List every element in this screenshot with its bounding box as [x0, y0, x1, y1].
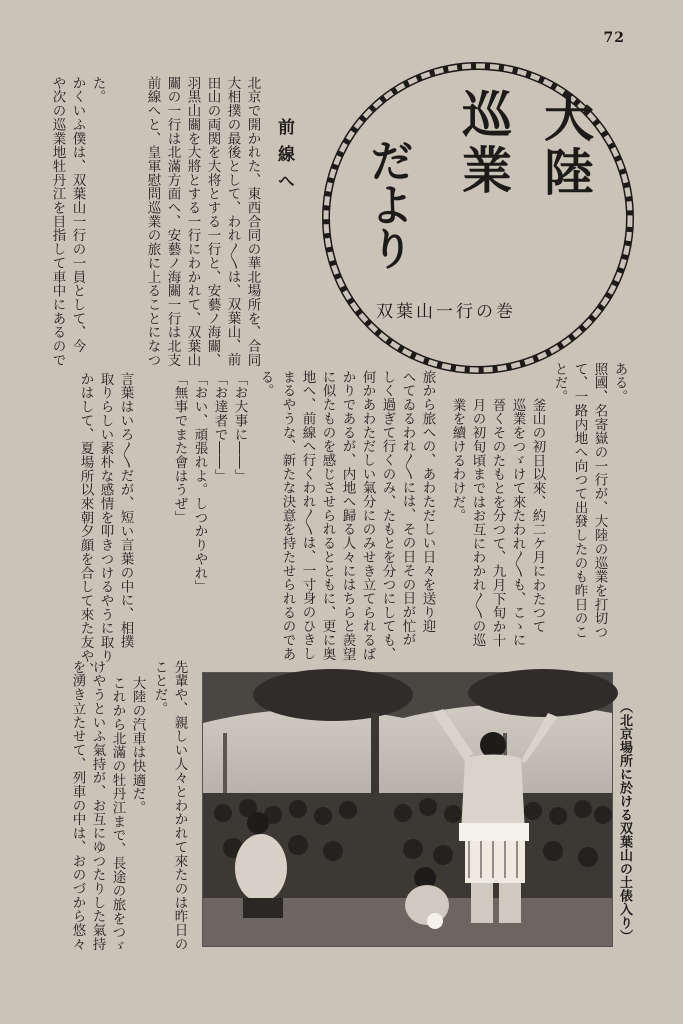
text-column: 羽黒山關を大將とする一行にわかれて、双葉山 [184, 76, 201, 367]
text-column: 言葉はいろ〳〵だが、短い言葉の中に、相撲 [117, 372, 134, 649]
text-column: や次の巡業地牡丹江を目指して車中にあるので [49, 76, 66, 367]
text-column: これから北滿の牡丹江まで、長途の旅をつゞ [109, 676, 126, 953]
text-column: まるやうな、新たな決意を持たせられるのであ [279, 370, 296, 661]
text-column: 北京で開かれた、東西合同の華北場所を、合同 [244, 76, 261, 367]
text-column: 業を續けるわけだ。 [449, 398, 466, 523]
photo-dohyo-iri [202, 672, 613, 947]
text-column: ことだ。 [151, 660, 168, 716]
text-column: 照國、名寄嶽の一行が、大陸の巡業を打切つ [591, 362, 608, 639]
text-column: 關の一行は北滿方面へ、安藝ノ海關一行は北支 [164, 76, 181, 367]
text-column: 旅から旅への、あわただしい日々を送り迎 [419, 370, 436, 634]
text-column: 巡業をつゞけて來たわれ〳〵も、こゝに [509, 398, 526, 647]
text-column: へてゐるわれ〳〵には、その日その日が忙が [399, 370, 416, 647]
text-column: る。 [257, 370, 274, 398]
text-column: とだ。 [551, 362, 568, 404]
text-column: 「お達者で――」 [211, 372, 228, 483]
photo-caption: （北京場所に於ける双葉山の土俵入り） [617, 700, 632, 943]
text-column: しく過ぎて行くのみ、たもとを分つにしても、 [379, 370, 396, 661]
text-column: けやうといふ氣持が、お互にゆつたりした氣持 [89, 660, 106, 951]
title-col-1: 大陸 [536, 92, 594, 200]
section-heading: 前線へ [274, 118, 294, 199]
text-column: かはして、夏場所以來朝夕顔を合して來た友や、 [77, 372, 94, 677]
text-column: 「おい、頑張れよ。しつかりやれ」 [191, 372, 208, 594]
text-column: に似たものを感じさせられるとともに、更に奥 [319, 370, 336, 661]
title-col-3: だより [362, 138, 413, 270]
text-column: 大陸の汽車は快適だ。 [129, 676, 146, 815]
text-column: 「無事でまた會はうぜ」 [171, 372, 188, 525]
text-column: 何かあわただしい氣分にのみせき立てられるば [359, 370, 376, 661]
subtitle: 双葉山一行の巻 [376, 302, 516, 322]
text-column: 田山の両関を大将とする一行と、安藝ノ海關、 [204, 76, 221, 367]
text-column: て、一路内地へ向つて出發したのも昨日のこ [571, 362, 588, 639]
text-column: 地へ、前線へ行くわれ〳〵は、一寸身のひきし [299, 370, 316, 661]
text-column: かくいふ僕は、双葉山一行の一員として、今 [69, 76, 86, 353]
text-column: た。 [89, 76, 106, 104]
page-number: 72 [603, 30, 625, 46]
text-column: 釜山の初日以來、約二ケ月にわたつて [529, 398, 546, 634]
text-column: 前線へと、皇軍慰問巡業の旅に上ることになつ [144, 76, 161, 367]
text-column: かりであるが、内地へ歸る人々にはちらと羨望 [339, 370, 356, 661]
text-column: 晉くそのたもとを分つて、九月下旬か十 [489, 398, 506, 648]
text-column: を湧き立たせて、列車の中は、おのづから悠々 [69, 660, 86, 951]
text-column: 「お大事に――」 [231, 372, 248, 483]
text-column: 大相撲の最後として、われ〳〵は、双葉山、前 [224, 76, 241, 367]
text-column: 先輩や、親しい人々とわかれて來たのは昨日の [171, 660, 188, 951]
text-column: ある。 [611, 362, 628, 404]
text-column: 取りらしい素朴な感情を叩きつけるやうに取り [97, 372, 114, 663]
title-col-2: 巡業 [454, 88, 512, 200]
text-column: 月の初旬頃まではお互にわかれ〳〵の巡 [469, 398, 486, 647]
